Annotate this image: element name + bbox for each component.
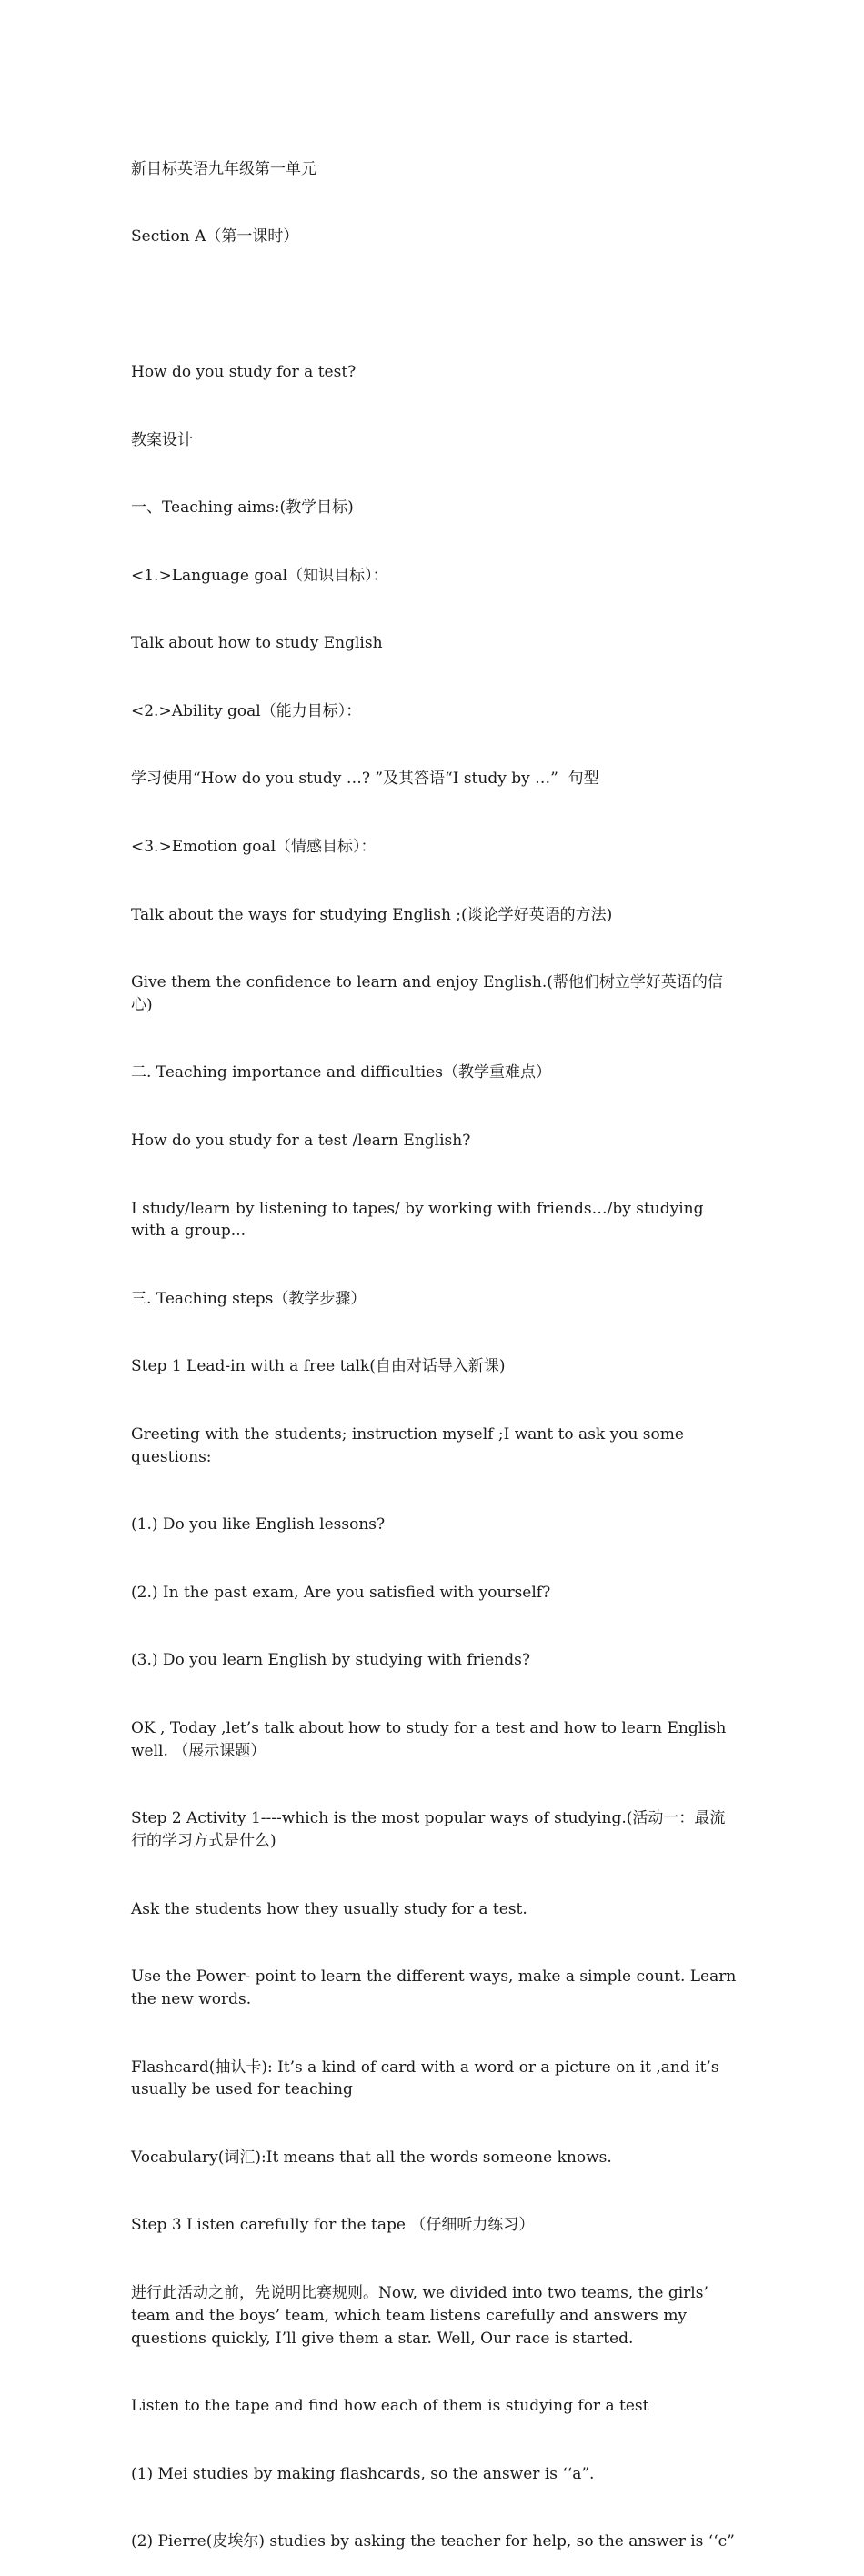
document-page [131,113,740,2576]
step-1-heading: Step 1 Lead-in with a free talk(自由对话导入新课) [131,1357,506,1376]
step-3-rules: 进行此活动之前，先说明比赛规则。Now, we divided into two teams, the girls’ team and the boys’ team, which team listens carefully and answers my questions quickly, I’ll give them a star. Well, Our race is started. [131,2284,714,2348]
teaching-steps-heading: 三. Teaching steps（教学步骤） [131,1289,367,1308]
step-3-task: Listen to the tape and find how each of them is studying for a test [131,2397,649,2416]
vocabulary-definition: Vocabulary(词汇):It means that all the words someone knows. [131,2148,612,2167]
lesson-plan-heading: 教案设计 [131,430,193,449]
answer-2: (2) Pierre(皮埃尔) studies by asking the teacher for help, so the answer is ‘‘c” [131,2532,735,2551]
emotion-goal-text-1: Talk about the ways for studying English ;(谈论学好英语的方法) [131,905,613,924]
step-2-text-2: Use the Power- point to learn the different ways, make a simple count. Learn the new words. [131,1967,741,2009]
answer-1: (1) Mei studies by making flashcards, so the answer is ‘‘a”. [131,2464,595,2483]
importance-text-2: I study/learn by listening to tapes/ by working with friends…/by studying with a group... [131,1199,708,1241]
step-1-text: Greeting with the students; instruction myself ;I want to ask you some questions: [131,1424,689,1466]
teaching-aims-heading: 一、Teaching aims:(教学目标) [131,498,354,518]
question-3: (3.) Do you learn English by studying with friends? [131,1651,530,1670]
language-goal-heading: <1.>Language goal（知识目标）： [131,566,388,585]
step-2-text-1: Ask the students how they usually study for a test. [131,1899,527,1918]
question-2: (2.) In the past exam, Are you satisfied with yourself? [131,1583,551,1602]
step-1-closing: OK , Today ,let’s talk about how to study for a test and how to learn English well. （展示课题） [131,1718,731,1760]
blank-line [131,294,740,317]
question-1: (1.) Do you like English lessons? [131,1515,386,1535]
ability-goal-text: 学习使用“How do you study …? ”及其答语“I study by …” 句型 [131,770,599,789]
lesson-question: How do you study for a test? [131,363,357,382]
importance-text-1: How do you study for a test /learn English? [131,1131,471,1150]
doc-section: Section A（第一课时） [131,227,299,247]
step-2-heading: Step 2 Activity 1----which is the most popular ways of studying.(活动一：最流行的学习方式是什么) [131,1809,726,1851]
flashcard-definition: Flashcard(抽认卡): It’s a kind of card with a word or a picture on it ,and it’s usually be used for teaching [131,2058,724,2099]
emotion-goal-text-2: Give them the confidence to learn and enjoy English.(帮他们树立学好英语的信心) [131,973,723,1014]
ability-goal-heading: <2.>Ability goal（能力目标）： [131,701,362,720]
emotion-goal-heading: <3.>Emotion goal（情感目标）： [131,838,377,856]
doc-title: 新目标英语九年级第一单元 [131,159,316,178]
importance-heading: 二. Teaching importance and difficulties（教学重难点） [131,1063,552,1082]
step-3-heading: Step 3 Listen carefully for the tape （仔细听力练习） [131,2216,535,2235]
language-goal-text: Talk about how to study English [131,634,383,653]
